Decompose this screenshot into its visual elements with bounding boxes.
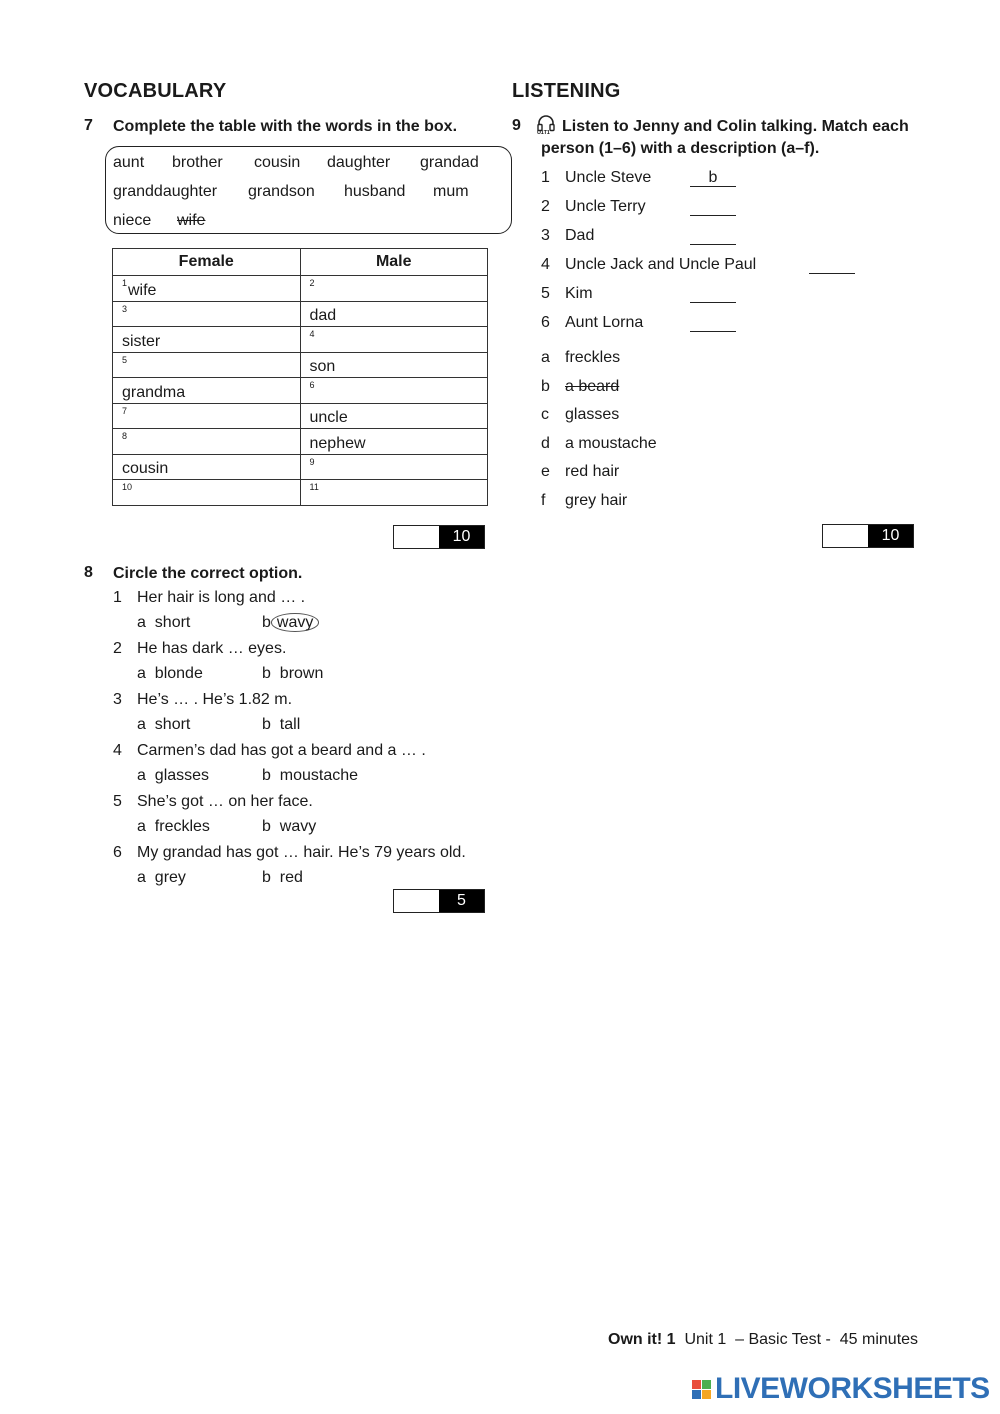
q8-item [113,742,426,760]
answer-blank[interactable] [690,198,736,216]
option-text: grey [154,869,186,886]
box-word-used: wife [177,212,206,229]
box-word: cousin [254,154,301,171]
answer-blank[interactable]: b [690,169,736,187]
table-cell-female [113,327,301,353]
option-letter: b [262,818,271,835]
q8-item-sentence: She’s got … on her face. [137,793,313,810]
q8-option-b[interactable] [262,869,303,887]
person-number: 5 [541,285,550,302]
q8-option-a[interactable] [137,614,190,632]
liveworksheets-logo [692,1372,990,1406]
table-row [113,276,488,302]
option-text: short [154,614,191,631]
cell-number: 10 [122,482,133,492]
q9-description-row [541,492,628,510]
cell-number: 4 [309,329,315,339]
cell-number: 7 [122,405,128,416]
box-word: husband [344,183,406,200]
box-word: brother [172,154,223,171]
q8-item-number: 6 [113,844,122,861]
table-row [113,429,488,455]
question-8-instruction: Circle the correct option. [113,565,303,582]
score-box-q9 [822,524,914,548]
table-header-male: Male [300,249,488,276]
q8-item-number: 2 [113,640,122,657]
table-cell-female[interactable] [113,352,301,378]
description-text: grey hair [565,492,628,509]
answer-blank[interactable] [690,314,736,332]
person-number: 1 [541,169,550,186]
option-text: glasses [154,767,210,784]
q8-item-number: 4 [113,742,122,759]
option-text: wavy [279,818,317,835]
logo-text: LIVEWORKSHEETS [715,1372,990,1405]
track-label: U1T1 [537,130,550,136]
person-number: 6 [541,314,550,331]
option-letter: a [137,665,146,682]
table-cell-male [300,352,488,378]
logo-square [692,1380,701,1389]
q8-option-a[interactable] [137,869,186,887]
table-cell-female [113,276,301,302]
cell-number: 3 [122,303,128,314]
vocabulary-heading: VOCABULARY [84,80,227,102]
q9-person-row [541,227,595,245]
question-7-instruction: Complete the table with the words in the box. [113,118,458,135]
cell-word: grandma [122,383,186,401]
question-9-instruction-line1: Listen to Jenny and Colin talking. Match each [562,118,909,135]
score-box-q7 [393,525,485,549]
table-row [113,352,488,378]
q8-item-number: 3 [113,691,122,708]
option-text: blonde [154,665,203,682]
q9-description-row [541,434,657,453]
person-name: Dad [565,227,595,244]
q8-option-a[interactable] [137,665,203,683]
q8-option-a[interactable] [137,818,210,836]
box-word: niece [113,212,152,229]
box-word: granddaughter [113,183,218,200]
cell-word [301,504,488,505]
cell-word: wife [128,281,157,299]
q8-item-sentence: He’s … . He’s 1.82 m. [137,691,293,708]
q8-option-b[interactable] [262,767,358,785]
listening-heading: LISTENING [512,80,621,102]
person-name: Aunt Lorna [565,314,644,331]
q9-description-row [541,377,620,396]
cell-word: uncle [309,409,348,426]
option-text: tall [279,716,301,733]
footer [608,1331,918,1349]
cell-word [113,504,300,505]
table-cell-female[interactable] [113,301,301,327]
option-letter: a [137,614,146,631]
question-9-number: 9 [512,117,521,134]
logo-square [702,1390,711,1399]
description-letter: d [541,434,550,452]
option-text: freckles [154,818,210,835]
table-cell-female [113,378,301,404]
logo-square [702,1380,711,1389]
question-8-number: 8 [84,564,93,581]
q8-option-b[interactable] [262,818,316,836]
footer-test: – Basic Test - [735,1331,831,1348]
score-box-q8 [393,889,485,913]
q9-person-row [541,169,718,187]
table-cell-female[interactable] [113,429,301,455]
q8-item [113,640,287,658]
answer-blank[interactable] [690,285,736,303]
q8-item-sentence: He has dark … eyes. [137,640,287,657]
cell-number: 1 [122,278,128,288]
q9-description-row [541,463,620,481]
box-word: grandad [420,154,479,171]
cell-word: cousin [122,460,169,477]
table-cell-male[interactable] [300,454,488,480]
score-points: 5 [439,890,484,912]
logo-mark-icon [692,1380,711,1399]
description-text: a beard [565,377,620,395]
score-points: 10 [439,526,484,548]
table-cell-male[interactable] [300,327,488,353]
q8-item-sentence: Her hair is long and … . [137,589,306,606]
description-text: freckles [565,349,621,366]
person-name: Uncle Terry [565,198,646,215]
vocabulary-table [112,248,488,506]
q8-option-b[interactable] [262,665,323,683]
q9-person-row [541,314,644,332]
box-word: mum [433,183,469,200]
description-text: a moustache [565,434,657,452]
person-name: Kim [565,285,593,302]
table-row [113,403,488,429]
q8-item-number: 5 [113,793,122,810]
q9-person-row [541,285,593,303]
person-number: 4 [541,256,550,273]
option-text: wavy [271,613,319,632]
q8-item-sentence: Carmen’s dad has got a beard and a … . [137,742,426,759]
score-points: 10 [868,525,913,547]
description-text: glasses [565,406,620,424]
q8-item-number: 1 [113,589,122,606]
score-blank[interactable] [823,525,868,547]
table-cell-male[interactable] [300,480,488,506]
table-cell-male [300,403,488,429]
table-cell-female [113,454,301,480]
table-cell-female[interactable] [113,480,301,506]
footer-unit: Unit 1 [684,1331,727,1348]
score-blank[interactable] [394,890,439,912]
person-number: 2 [541,198,550,215]
option-letter: a [137,716,146,733]
question-7-number: 7 [84,117,93,134]
table-header-female: Female [113,249,301,276]
table-row [113,301,488,327]
option-text: moustache [279,767,359,784]
table-row [113,378,488,404]
cell-number: 6 [309,380,315,390]
q8-item-sentence: My grandad has got … hair. He’s 79 years old. [137,844,466,861]
table-row [113,454,488,480]
option-text: short [154,716,191,733]
option-letter: b [262,767,271,784]
table-cell-male[interactable] [300,378,488,404]
table-cell-female[interactable] [113,403,301,429]
box-word: grandson [248,183,315,200]
option-text: red [279,869,303,886]
option-letter: b [262,614,271,631]
cell-word: dad [309,307,337,324]
q8-option-a[interactable] [137,716,190,734]
table-cell-male [300,301,488,327]
cell-number: 2 [309,278,315,288]
box-word: daughter [327,154,391,171]
q8-option-b[interactable] [262,716,300,734]
description-letter: e [541,463,550,481]
cell-word: son [309,358,336,375]
q9-description-row [541,349,621,367]
description-letter: b [541,377,550,395]
table-cell-male [300,429,488,455]
description-letter: c [541,406,549,424]
q8-option-a[interactable] [137,767,209,785]
cell-number: 11 [309,482,319,492]
q8-item [113,589,306,607]
answer-blank[interactable] [809,256,855,274]
q8-item [113,691,293,709]
table-row [113,480,488,506]
person-name: Uncle Jack and Uncle Paul [565,256,757,273]
option-letter: a [137,767,146,784]
q8-item [113,793,313,811]
cell-number: 9 [309,456,315,467]
headphones-icon[interactable] [537,115,555,137]
option-letter: b [262,716,271,733]
cell-word: nephew [309,434,366,452]
description-letter: f [541,492,546,509]
table-row [113,327,488,353]
option-text: brown [279,665,324,682]
description-text: red hair [565,463,620,481]
footer-time: 45 minutes [839,1331,919,1348]
logo-square [692,1390,701,1399]
question-9-instruction-line2: person (1–6) with a description (a–f). [541,140,820,157]
cell-number: 5 [122,354,128,365]
q8-item [113,844,466,862]
footer-book: Own it! 1 [608,1331,676,1348]
q9-description-row [541,406,620,424]
word-box [105,146,512,234]
cell-number: 8 [122,431,128,441]
description-letter: a [541,349,550,366]
cell-word: sister [122,332,161,350]
option-letter: a [137,869,146,886]
person-name: Uncle Steve [565,169,652,186]
score-blank[interactable] [394,526,439,548]
q9-person-row [541,198,646,216]
q8-option-b[interactable] [262,614,319,632]
answer-blank[interactable] [690,227,736,245]
option-letter: b [262,869,271,886]
person-number: 3 [541,227,550,244]
option-letter: b [262,665,271,682]
table-cell-male[interactable] [300,276,488,302]
q9-person-row [541,256,757,274]
option-letter: a [137,818,146,835]
box-word: aunt [113,154,145,171]
